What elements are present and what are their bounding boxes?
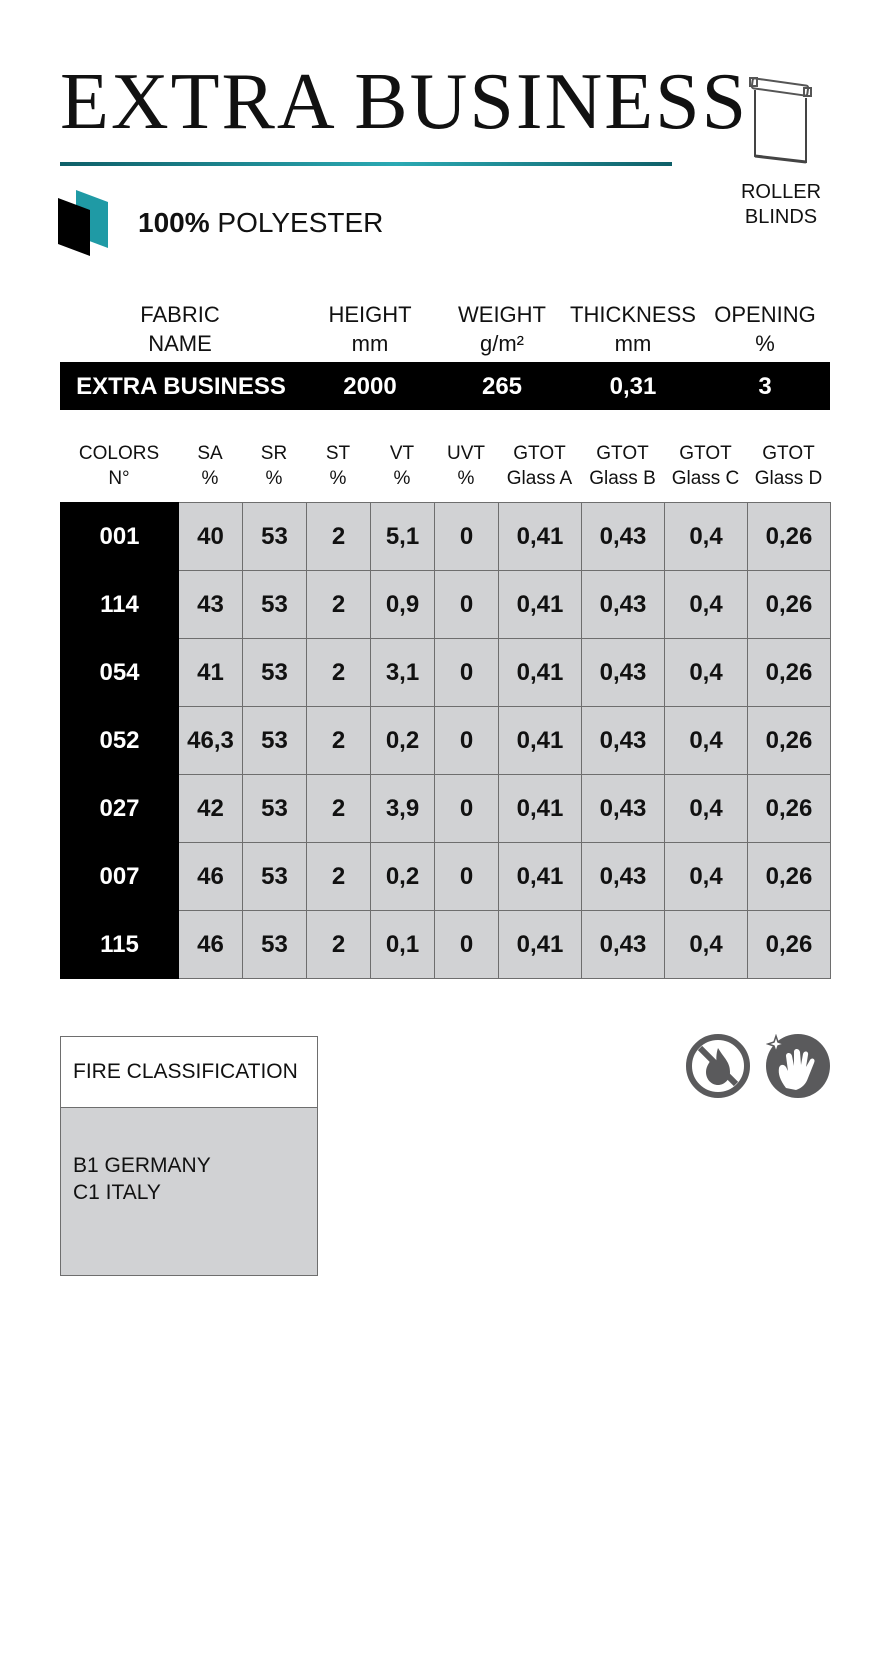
table-cell: 40 bbox=[179, 503, 243, 571]
table-cell: 0,43 bbox=[582, 571, 665, 639]
table-cell: 46 bbox=[179, 911, 243, 979]
table-cell: 53 bbox=[243, 911, 307, 979]
col-header-gtot-b: GTOT Glass B bbox=[589, 443, 656, 489]
table-cell: 0 bbox=[435, 503, 499, 571]
table-cell: 0,26 bbox=[748, 503, 831, 571]
color-code-cell: 054 bbox=[61, 639, 179, 707]
table-cell: 0,26 bbox=[748, 571, 831, 639]
table-cell: 2 bbox=[307, 639, 371, 707]
flame-retardant-icon bbox=[686, 1034, 750, 1098]
table-cell: 0,43 bbox=[582, 639, 665, 707]
col-header-vt: VT % bbox=[389, 443, 415, 489]
table-cell: 0,43 bbox=[582, 775, 665, 843]
table-cell: 46,3 bbox=[179, 707, 243, 775]
table-cell: 2 bbox=[307, 843, 371, 911]
fabric-swatch-icon bbox=[58, 190, 112, 256]
table-cell: 53 bbox=[243, 843, 307, 911]
table-cell: 0,26 bbox=[748, 707, 831, 775]
fire-class-italy: C1 ITALY bbox=[73, 1181, 161, 1204]
composition-material: POLYESTER bbox=[217, 207, 384, 238]
table-cell: 53 bbox=[243, 503, 307, 571]
table-cell: 0,43 bbox=[582, 843, 665, 911]
table-row bbox=[61, 843, 831, 911]
table-cell: 0,26 bbox=[748, 775, 831, 843]
table-row bbox=[61, 707, 831, 775]
spec-opening: 3 bbox=[758, 373, 772, 400]
table-cell: 46 bbox=[179, 843, 243, 911]
col-header-gtot-d: GTOT Glass D bbox=[754, 443, 823, 489]
spec-height: 2000 bbox=[343, 373, 397, 400]
fire-class-germany: B1 GERMANY bbox=[73, 1154, 211, 1177]
table-cell: 0 bbox=[435, 571, 499, 639]
composition bbox=[138, 207, 383, 239]
table-cell: 0,41 bbox=[499, 843, 582, 911]
table-row bbox=[61, 639, 831, 707]
page-title: EXTRA BUSINESS bbox=[60, 58, 749, 146]
table-cell: 0,4 bbox=[665, 571, 748, 639]
table-cell: 0,41 bbox=[499, 911, 582, 979]
table-cell: 5,1 bbox=[371, 503, 435, 571]
color-code-cell: 027 bbox=[61, 775, 179, 843]
table-cell: 0,26 bbox=[748, 639, 831, 707]
soft-touch-icon bbox=[766, 1034, 830, 1098]
spec-weight: 265 bbox=[481, 373, 523, 400]
table-cell: 53 bbox=[243, 639, 307, 707]
table-cell: 0 bbox=[435, 639, 499, 707]
table-cell: 0 bbox=[435, 843, 499, 911]
color-code-cell: 115 bbox=[61, 911, 179, 979]
col-header-colors: COLORS N° bbox=[78, 443, 160, 489]
table-cell: 0,1 bbox=[371, 911, 435, 979]
table-cell: 0,43 bbox=[582, 503, 665, 571]
spec-header-thickness: THICKNESS mm bbox=[570, 302, 696, 356]
table-cell: 53 bbox=[243, 775, 307, 843]
table-cell: 53 bbox=[243, 571, 307, 639]
table-cell: 53 bbox=[243, 707, 307, 775]
table-cell: 0,43 bbox=[582, 707, 665, 775]
table-cell: 0,41 bbox=[499, 503, 582, 571]
spec-thickness: 0,31 bbox=[609, 373, 657, 400]
table-cell: 0,4 bbox=[665, 911, 748, 979]
spec-header-weight: WEIGHT g/m² bbox=[458, 302, 546, 356]
fire-classification-box bbox=[60, 1036, 318, 1276]
table-cell: 0 bbox=[435, 775, 499, 843]
table-cell: 43 bbox=[179, 571, 243, 639]
col-header-gtot-a: GTOT Glass A bbox=[506, 443, 573, 489]
color-code-cell: 052 bbox=[61, 707, 179, 775]
product-type-line-1: ROLLER bbox=[740, 181, 822, 203]
product-type-label bbox=[716, 180, 846, 230]
table-cell: 0,41 bbox=[499, 571, 582, 639]
table-cell: 0,26 bbox=[748, 911, 831, 979]
table-cell: 0,4 bbox=[665, 843, 748, 911]
table-row bbox=[61, 571, 831, 639]
spec-header-height: HEIGHT mm bbox=[328, 302, 412, 356]
table-cell: 0,2 bbox=[371, 843, 435, 911]
col-header-gtot-c: GTOT Glass C bbox=[671, 443, 740, 489]
roller-blind-icon bbox=[748, 76, 814, 166]
table-cell: 0 bbox=[435, 911, 499, 979]
table-cell: 3,9 bbox=[371, 775, 435, 843]
spec-header-opening: OPENING % bbox=[714, 302, 816, 356]
color-code-cell: 007 bbox=[61, 843, 179, 911]
table-cell: 2 bbox=[307, 911, 371, 979]
table-cell: 0,41 bbox=[499, 707, 582, 775]
table-row bbox=[61, 775, 831, 843]
table-cell: 2 bbox=[307, 571, 371, 639]
col-header-sr: SR % bbox=[260, 443, 288, 489]
table-cell: 0,4 bbox=[665, 503, 748, 571]
table-cell: 2 bbox=[307, 707, 371, 775]
table-cell: 2 bbox=[307, 775, 371, 843]
composition-percent: 100% bbox=[138, 207, 210, 238]
spec-header-fabric-name: FABRIC NAME bbox=[140, 302, 220, 356]
table-cell: 41 bbox=[179, 639, 243, 707]
table-cell: 0,41 bbox=[499, 639, 582, 707]
table-row bbox=[61, 503, 831, 571]
table-cell: 0,26 bbox=[748, 843, 831, 911]
title-underline bbox=[60, 162, 672, 166]
table-cell: 2 bbox=[307, 503, 371, 571]
col-header-sa: SA % bbox=[197, 443, 223, 489]
table-cell: 0 bbox=[435, 707, 499, 775]
col-header-uvt: UVT % bbox=[447, 443, 485, 489]
color-code-cell: 114 bbox=[61, 571, 179, 639]
table-cell: 0,9 bbox=[371, 571, 435, 639]
table-cell: 0,4 bbox=[665, 707, 748, 775]
table-cell: 0,4 bbox=[665, 775, 748, 843]
spec-fabric-name: EXTRA BUSINESS bbox=[76, 373, 286, 400]
table-row bbox=[61, 911, 831, 979]
colors-table bbox=[60, 502, 831, 979]
fire-classification-heading: FIRE CLASSIFICATION bbox=[61, 1037, 317, 1108]
product-type-line-2: BLINDS bbox=[744, 206, 818, 228]
table-cell: 0,43 bbox=[582, 911, 665, 979]
table-cell: 42 bbox=[179, 775, 243, 843]
table-cell: 0,41 bbox=[499, 775, 582, 843]
col-header-st: ST % bbox=[325, 443, 351, 489]
table-cell: 0,2 bbox=[371, 707, 435, 775]
fire-classification-body bbox=[61, 1108, 317, 1275]
table-cell: 0,4 bbox=[665, 639, 748, 707]
color-code-cell: 001 bbox=[61, 503, 179, 571]
table-cell: 3,1 bbox=[371, 639, 435, 707]
